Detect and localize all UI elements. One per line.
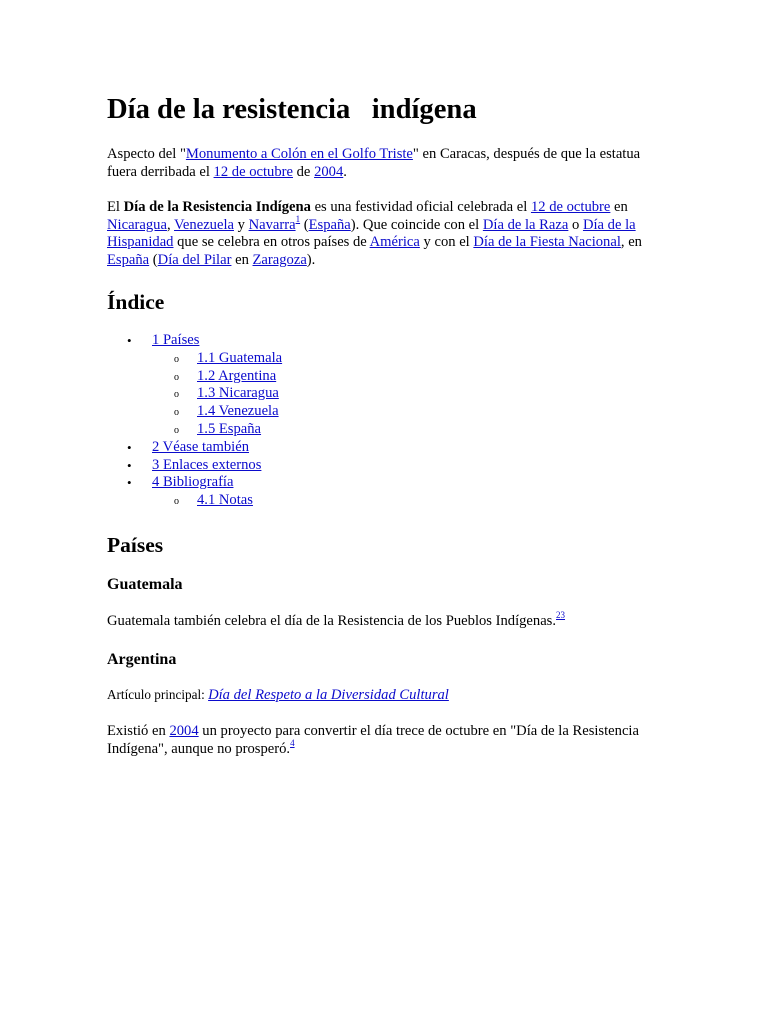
toc-link-venezuela[interactable]: 1.4 Venezuela — [197, 403, 279, 420]
link-monumento-colon[interactable]: Monumento a Colón en el Golfo Triste — [185, 146, 413, 162]
link-espana[interactable]: España — [107, 251, 150, 268]
section-heading-argentina: Argentina — [107, 651, 177, 668]
argentina-text: Existió en — [107, 723, 170, 739]
toc-item — [107, 474, 282, 510]
caption-text: Aspecto del " — [107, 146, 186, 162]
intro-text: El — [107, 199, 124, 215]
link-venezuela[interactable]: Venezuela — [174, 216, 234, 233]
intro-text: , en — [620, 234, 642, 251]
intro-text: ). — [306, 251, 316, 268]
caption-text: de — [292, 163, 315, 180]
footnote-23[interactable]: 23 — [556, 610, 566, 620]
bullet-icon: • — [127, 475, 132, 491]
toc-subitem — [152, 492, 282, 510]
link-dia-del-respeto[interactable]: Día del Respeto a la Diversidad Cultural — [208, 687, 449, 703]
main-article-label: Artículo principal: — [107, 687, 209, 702]
toc-link-guatemala[interactable]: 1.1 Guatemala — [197, 349, 283, 366]
circle-bullet-icon: o — [174, 407, 179, 419]
intro-text: que se celebra en otros países de — [173, 234, 370, 251]
toc-heading: Índice — [107, 290, 165, 314]
link-zaragoza[interactable]: Zaragoza — [252, 251, 307, 268]
toc-subitem — [152, 421, 282, 439]
link-espana[interactable]: España — [308, 216, 351, 233]
link-12-de-octubre[interactable]: 12 de octubre — [213, 163, 293, 180]
argentina-paragraph — [107, 723, 667, 758]
toc-link-bibliografia[interactable]: 4 Bibliografía — [152, 474, 234, 491]
toc-link-vease-tambien[interactable]: 2 Véase también — [152, 438, 249, 455]
intro-text: y con el — [419, 234, 474, 251]
toc-subitem — [152, 385, 282, 403]
intro-text: en — [231, 251, 253, 268]
circle-bullet-icon: o — [174, 371, 179, 383]
toc-link-paises[interactable]: 1 Países — [152, 332, 200, 348]
link-america[interactable]: América — [369, 234, 420, 251]
footnote-4[interactable]: 4 — [290, 737, 295, 748]
link-navarra[interactable]: Navarra — [248, 216, 296, 233]
argentina-text: un proyecto para convertir el día trece de octubre en "Día de la Resistencia Indígena", aunque no prosperó. — [107, 723, 639, 757]
intro-text: , — [166, 216, 175, 233]
circle-bullet-icon: o — [174, 496, 179, 508]
toc-item — [107, 439, 282, 457]
link-12-de-octubre[interactable]: 12 de octubre — [530, 199, 611, 215]
intro-text: ( — [300, 216, 309, 233]
toc-link-argentina[interactable]: 1.2 Argentina — [197, 367, 277, 384]
link-dia-de-la-raza[interactable]: Día de la Raza — [482, 216, 569, 233]
toc-sublist — [152, 350, 282, 439]
link-nicaragua[interactable]: Nicaragua — [107, 216, 167, 233]
link-dia-de-la-hispanidad[interactable]: Día de la Hispanidad — [107, 216, 636, 251]
intro-text: es una festividad oficial celebrada el — [310, 199, 531, 215]
section-heading-paises: Países — [107, 533, 164, 557]
bullet-icon: • — [127, 457, 132, 473]
circle-bullet-icon: o — [174, 424, 179, 436]
circle-bullet-icon: o — [174, 389, 179, 401]
toc-subitem — [152, 350, 282, 368]
intro-text: ). Que coincide con el — [350, 216, 483, 233]
intro-text: y — [233, 216, 249, 233]
table-of-contents — [107, 332, 282, 510]
section-heading-guatemala: Guatemala — [107, 576, 183, 593]
toc-link-enlaces-externos[interactable]: 3 Enlaces externos — [152, 456, 262, 473]
intro-bold-term: Día de la Resistencia Indígena — [123, 199, 311, 215]
toc-link-espana[interactable]: 1.5 España — [197, 420, 262, 437]
footnote-1[interactable]: 1 — [295, 213, 301, 224]
link-2004[interactable]: 2004 — [169, 723, 199, 739]
toc-subitem — [152, 368, 282, 386]
link-fiesta-nacional[interactable]: Día de la Fiesta Nacional — [473, 234, 621, 251]
page-title: Día de la resistencia indígena — [107, 94, 477, 125]
toc-subitem — [152, 403, 282, 421]
bullet-icon: • — [127, 439, 132, 455]
bullet-icon: • — [127, 333, 132, 348]
circle-bullet-icon: o — [174, 353, 179, 365]
intro-text: ( — [149, 251, 158, 268]
guatemala-paragraph — [107, 610, 667, 631]
intro-text: o — [568, 216, 583, 233]
toc-item — [107, 332, 282, 439]
toc-sublist — [152, 492, 282, 510]
image-caption — [107, 146, 667, 181]
link-2004[interactable]: 2004 — [314, 163, 344, 180]
caption-text: . — [343, 163, 347, 180]
toc-link-notas[interactable]: 4.1 Notas — [197, 492, 253, 509]
toc-item — [107, 457, 282, 475]
toc-link-nicaragua[interactable]: 1.3 Nicaragua — [197, 385, 279, 402]
intro-paragraph — [107, 199, 667, 269]
link-dia-del-pilar[interactable]: Día del Pilar — [157, 251, 232, 268]
guatemala-text: Guatemala también celebra el día de la Resistencia de los Pueblos Indígenas. — [107, 613, 557, 629]
intro-text: en — [610, 199, 628, 215]
caption-text: " en Caracas, después de que la estatua fuera derribada el — [107, 146, 641, 180]
main-article-note — [107, 686, 667, 705]
